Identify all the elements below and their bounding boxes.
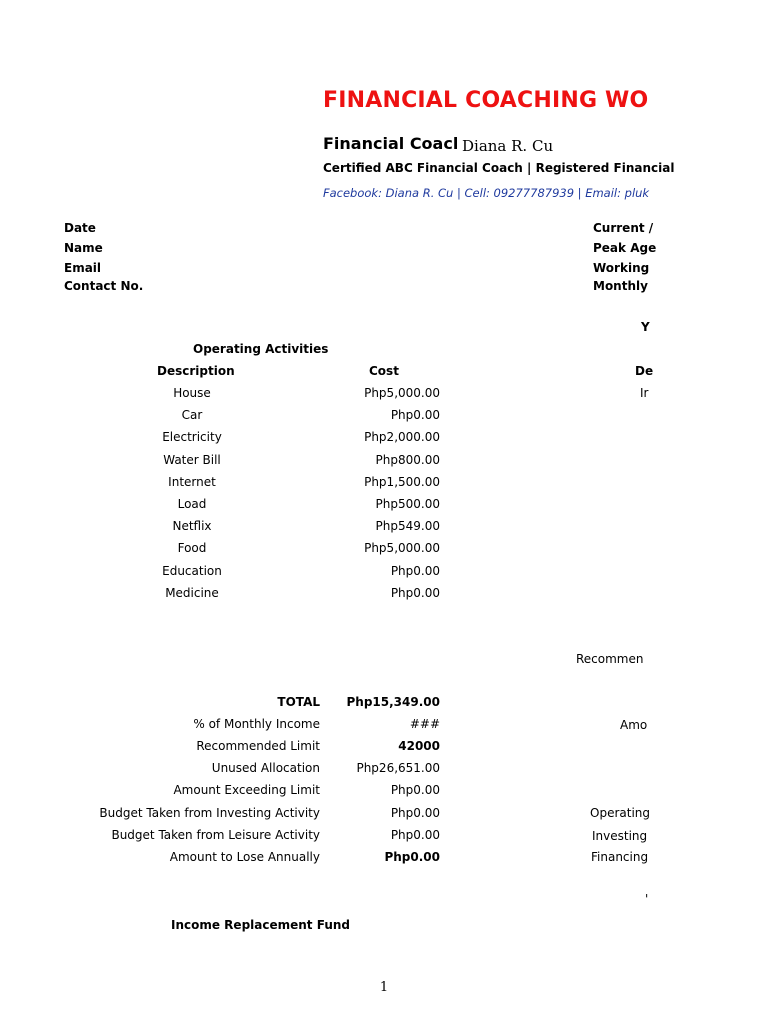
summary-label: Amount to Lose Annually	[169, 850, 320, 864]
expense-description: Electricity	[162, 430, 222, 444]
operating-section-title: Operating Activities	[193, 342, 329, 356]
field-email-label: Email	[64, 261, 102, 275]
field-date-label: Date	[64, 221, 96, 235]
summary-label: Recommended Limit	[196, 739, 320, 753]
expense-cost: Php0.00	[390, 564, 440, 578]
right-investing-label: Investing	[592, 829, 648, 843]
contact-line: Facebook: Diana R. Cu | Cell: 09277787939 | Email: pluk	[323, 186, 650, 200]
summary-value: 42000	[398, 739, 440, 753]
worksheet-title: FINANCIAL COACHING WO	[323, 88, 649, 113]
field-working-label: Working	[593, 261, 650, 275]
income-replacement-title: Income Replacement Fund	[171, 918, 350, 932]
expense-description: Education	[162, 564, 222, 578]
expense-description: Car	[181, 408, 203, 422]
expense-description: Internet	[168, 475, 216, 489]
summary-value: Php0.00	[384, 850, 440, 864]
right-description-header: De	[635, 364, 654, 378]
right-amount-label: Amo	[620, 718, 648, 732]
summary-label: Amount Exceeding Limit	[173, 783, 320, 797]
coach-heading: Financial Coacl	[323, 134, 459, 153]
right-section-fragment: Y	[641, 320, 650, 334]
page-number: 1	[379, 980, 389, 995]
cost-column-header: Cost	[369, 364, 399, 378]
description-column-header: Description	[157, 364, 235, 378]
expense-cost: Php5,000.00	[364, 386, 440, 400]
summary-value: Php0.00	[390, 806, 440, 820]
right-recommended-label: Recommen	[576, 652, 644, 666]
expense-cost: Php500.00	[375, 497, 440, 511]
expense-description: Netflix	[172, 519, 212, 533]
summary-value: Php15,349.00	[346, 695, 440, 709]
expense-cost: Php0.00	[390, 586, 440, 600]
summary-label: % of Monthly Income	[193, 717, 320, 731]
field-current-label: Current /	[593, 221, 654, 235]
expense-cost: Php5,000.00	[364, 541, 440, 555]
field-peak-age-label: Peak Age	[593, 241, 657, 255]
summary-label: TOTAL	[277, 695, 320, 709]
summary-value: ###	[409, 717, 440, 731]
certification-line: Certified ABC Financial Coach | Registered Financial	[323, 161, 675, 175]
expense-cost: Php1,500.00	[364, 475, 440, 489]
summary-value: Php0.00	[390, 783, 440, 797]
summary-value: Php0.00	[390, 828, 440, 842]
right-operating-label: Operating	[590, 806, 650, 820]
expense-description: Food	[177, 541, 207, 555]
expense-cost: Php549.00	[375, 519, 440, 533]
right-financing-label: Financing	[591, 850, 649, 864]
summary-value: Php26,651.00	[356, 761, 440, 775]
coach-name: Diana R. Cu	[462, 137, 554, 155]
right-first-item: Ir	[640, 386, 649, 400]
expense-description: Water Bill	[163, 453, 221, 467]
expense-description: Medicine	[165, 586, 219, 600]
summary-label: Budget Taken from Investing Activity	[99, 806, 320, 820]
expense-description: Load	[177, 497, 207, 511]
field-name-label: Name	[64, 241, 103, 255]
field-monthly-label: Monthly	[593, 279, 648, 293]
expense-cost: Php2,000.00	[364, 430, 440, 444]
expense-description: House	[173, 386, 211, 400]
expense-cost: Php800.00	[375, 453, 440, 467]
right-tick-fragment: '	[645, 892, 649, 906]
expense-cost: Php0.00	[390, 408, 440, 422]
summary-label: Unused Allocation	[211, 761, 320, 775]
field-contact-label: Contact No.	[64, 279, 144, 293]
summary-label: Budget Taken from Leisure Activity	[111, 828, 320, 842]
